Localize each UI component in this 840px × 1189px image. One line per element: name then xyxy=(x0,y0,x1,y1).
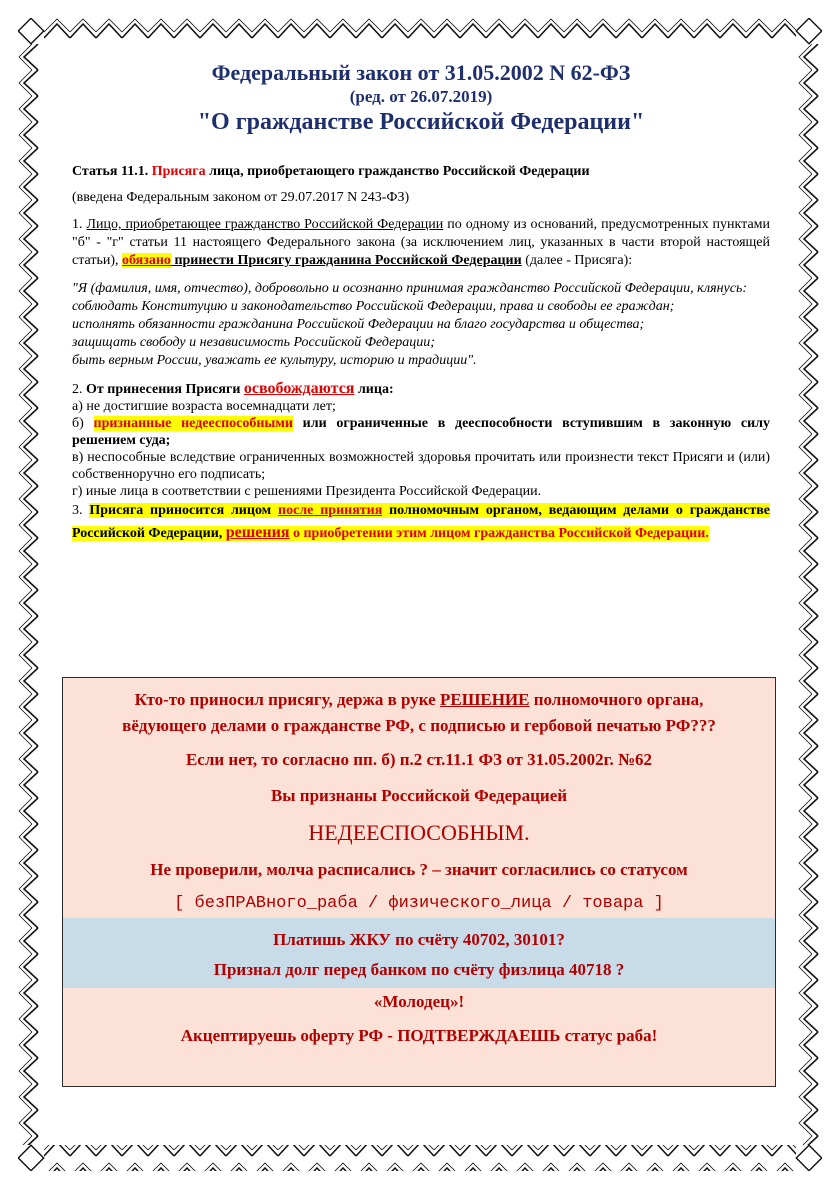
c1-pre: Кто-то приносил присягу, держа в руке xyxy=(134,690,440,709)
paragraph-2 xyxy=(72,380,770,545)
p2-item-a: а) не достигшие возраста восемнадцати лет; xyxy=(72,399,336,414)
p1-obliged: обязано xyxy=(122,253,171,268)
comment-line-10: «Молодец»! xyxy=(373,992,465,1011)
article-oath-word: Присяга xyxy=(151,164,206,179)
p2-bold: От принесения Присяги xyxy=(86,382,244,397)
comment-line-3: Если нет, то согласно пп. б) п.2 ст.11.1 ФЗ от 31.05.2002г. №62 xyxy=(185,750,653,769)
intro-note: (введена Федеральным законом от 29.07.2017 N 243-ФЗ) xyxy=(72,190,410,205)
p3-e: о приобретении этим лицом гражданства Российской Федерации. xyxy=(289,526,709,541)
p3-c: полномочным органом, ведающим делами о гражданстве Российской Федерации, xyxy=(72,503,771,541)
p1-number: 1. xyxy=(72,217,87,232)
c1-decision: РЕШЕНИЕ xyxy=(439,690,530,709)
comment-line-8: Платишь ЖКУ по счёту 40702, 30101? xyxy=(273,930,565,949)
comment-line-2: вёдующего делами о гражданстве РФ, с подписью и гербовой печатью РФ??? xyxy=(122,716,716,735)
comment-line-5: НЕДЕЕСПОСОБНЫМ. xyxy=(308,820,530,845)
law-title: Федеральный закон от 31.05.2002 N 62-ФЗ xyxy=(211,60,631,85)
oath-line: защищать свободу и независимость Российской Федерации; xyxy=(72,335,435,350)
law-revision: (ред. от 26.07.2019) xyxy=(349,87,493,106)
p2-number: 2. xyxy=(72,382,86,397)
c1-post: полномочного органа, xyxy=(529,690,704,709)
p3-decision: решения xyxy=(225,524,290,541)
p2-item-g: г) иные лица в соответствии с решениями Президента Российской Федерации. xyxy=(72,484,542,499)
oath-line: "Я (фамилия, имя, отчество), добровольно и осознанно принимая гражданство Российской Федерации, клянусь: xyxy=(72,281,748,296)
p1-text: по одному из оснований, предусмотренных пунктами "б" - "г" статьи 11 настоящего Федерального закона (за исключением лиц, указанных в части второй настоящей статьи), xyxy=(72,217,771,268)
comment-line-4: Вы признаны Российской Федерацией xyxy=(270,786,568,805)
p2-b-letter: б) xyxy=(72,416,94,431)
p2-b-text: или ограниченные в дееспособности вступившим в законную силу решением суда; xyxy=(72,416,770,448)
p2-item-v: в) неспособные вследствие ограниченных возможностей здоровья прочитать или произнести текст Присяги и (или) собственноручно его подписать; xyxy=(72,450,770,482)
comment-line-7: [ безПРАВного_раба / физического_лица / товара ] xyxy=(174,894,664,913)
paragraph-3 xyxy=(72,500,770,545)
p3-after: после принятия xyxy=(278,503,383,518)
p1-tail: (далее - Присяга): xyxy=(521,253,633,268)
p2-item-b xyxy=(72,415,770,449)
p2-exempt: освобождаются xyxy=(243,380,355,397)
comment-line-6: Не проверили, молча расписались ? – значит согласились со статусом xyxy=(150,860,688,879)
p3-number: 3. xyxy=(72,503,90,518)
p1-oath-phrase: принести Присягу гражданина Российской Федерации xyxy=(170,253,522,268)
law-name: "О гражданстве Российской Федерации" xyxy=(197,109,645,135)
comment-line-1 xyxy=(63,688,775,712)
document-body xyxy=(72,60,770,545)
p1-subject: Лицо, приобретающее гражданство Российской Федерации xyxy=(86,217,444,232)
p2-b-highlight: признанные недееспособными xyxy=(93,416,293,431)
article-heading-rest: лица, приобретающего гражданство Российской Федерации xyxy=(205,164,590,179)
oath-line: соблюдать Конституцию и законодательство Российской Федерации, права и свободы ее граждан; xyxy=(72,299,675,314)
article-heading xyxy=(72,164,770,180)
article-number: Статья 11.1. xyxy=(72,164,152,179)
oath-line: быть верным России, уважать ее культуру, историю и традиции". xyxy=(72,353,477,368)
comment-line-11: Акцептируешь оферту РФ - ПОДТВЕРЖДАЕШЬ статус раба! xyxy=(180,1026,658,1045)
oath-line: исполнять обязанности гражданина Российской Федерации на благо государства и общества; xyxy=(72,317,645,332)
p2-heading xyxy=(72,380,770,398)
p2-tail: лица: xyxy=(354,382,394,397)
oath-text xyxy=(72,280,770,370)
comment-line-9: Признал долг перед банком по счёту физлица 40718 ? xyxy=(213,960,625,979)
p3-a: Присяга приносится лицом xyxy=(89,503,279,518)
commentary-box xyxy=(62,677,776,1087)
paragraph-1 xyxy=(72,216,770,270)
